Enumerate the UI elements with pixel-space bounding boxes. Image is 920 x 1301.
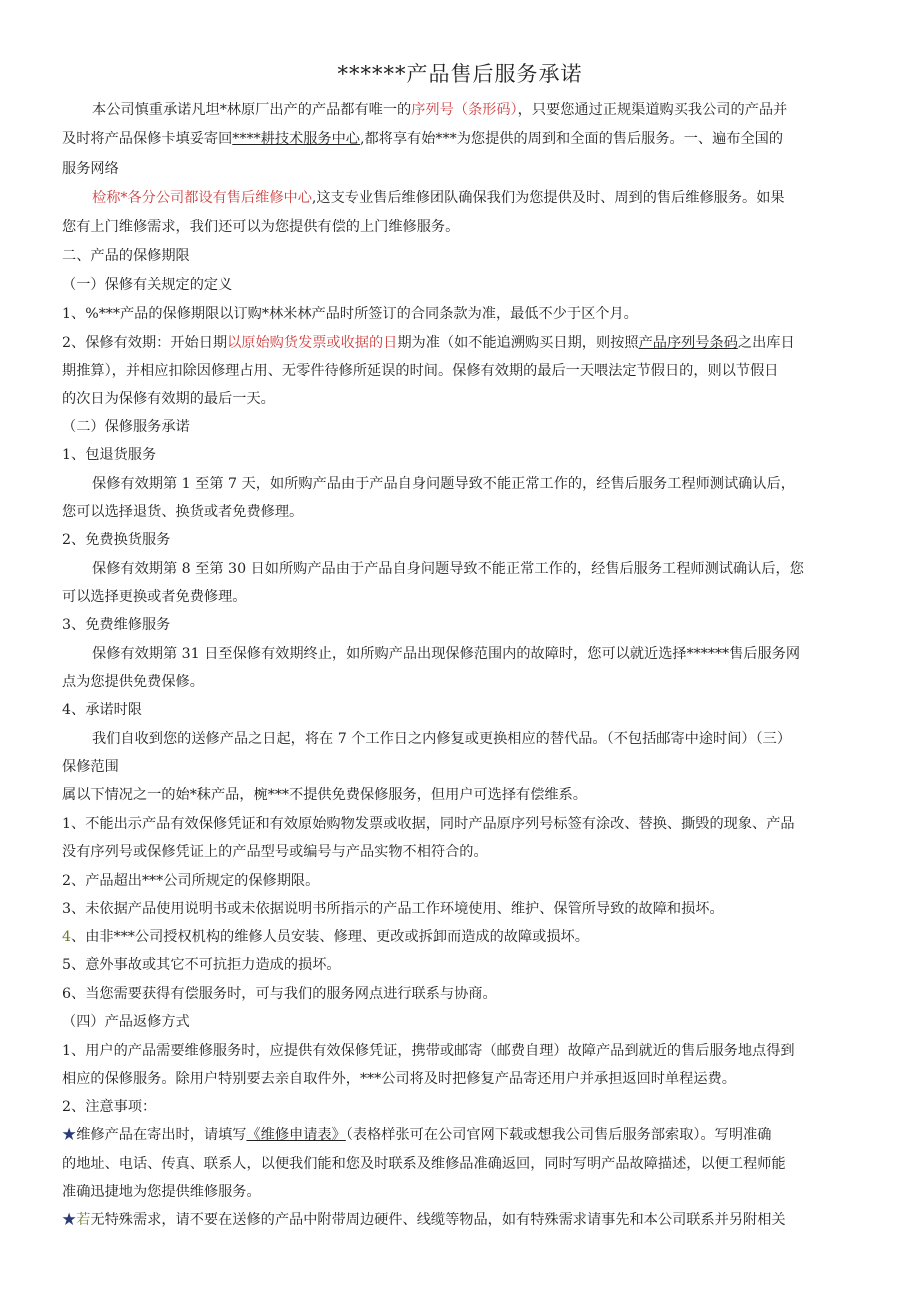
document-title: ******产品售后服务承诺 <box>337 62 583 86</box>
service-heading-repair: 3、免费维修服务 <box>62 617 171 633</box>
exclusion-item-1-line-1: 1、不能出示产品有效保修凭证和有效原始购物发票或收据，同时产品原序列号标签有涂改、替换、撕毁的现象、产品 <box>62 816 795 832</box>
service-repair-line-1: 保修有效期第 31 日至保修有效期终止，如所购产品出现保修范围内的故障时，您可以就近选择******售后服务网 <box>92 646 801 662</box>
definition-item-1: 1、%***产品的保修期限以订购*林米林产品时所签订的合同条款为准，最低不少于区个月。 <box>62 306 638 322</box>
service-timeframe-line-2: 保修范围 <box>62 759 119 775</box>
exclusion-item-2: 2、产品超出***公司所规定的保修期限。 <box>62 873 320 889</box>
note-1-line-1: ★维修产品在寄出时，请填写《维修申请表》（表格样张可在公司官网下载或想我公司售后服务部索取）。写明准确 <box>62 1127 772 1143</box>
section-heading-warranty-period: 二、产品的保修期限 <box>62 248 190 264</box>
return-item-1-line-2: 相应的保修服务。除用户特别要去亲自取件外，***公司将及时把修复产品寄还用户并承担返回时单程运费。 <box>62 1071 736 1087</box>
definition-item-2-line-1: 2、保修有效期：开始日期以原始购货发票或收据的日期为准（如不能追溯购买日期，则按照产品序列号条码之出库日 <box>62 335 795 351</box>
invoice-date-highlight: 以原始购货发票或收据的日 <box>227 335 398 351</box>
star-icon: ★ <box>62 1212 77 1228</box>
service-return-line-1: 保修有效期第 1 至第 7 天，如所购产品由于产品自身问题导致不能正常工作的，经售后服务工程师测试确认后， <box>92 476 795 492</box>
return-item-2: 2、注意事项： <box>62 1099 157 1115</box>
return-item-1-line-1: 1、用户的产品需要维修服务时，应提供有效保修凭证，携带或邮寄（邮费自理）故障产品到就近的售后服务地点得到 <box>62 1043 795 1059</box>
exclusions-lead: 属以下情况之一的始*秣产品，椀***不提供免费保修服务，但用户可选择有偿维系。 <box>62 787 587 803</box>
subsection-heading-service-promise: （二）保修服务承诺 <box>62 419 190 435</box>
subsection-heading-definitions: （一）保修有关规定的定义 <box>62 277 233 293</box>
star-icon: ★ <box>62 1127 77 1143</box>
exclusion-item-3: 3、未依据产品使用说明书或未依据说明书所指示的产品工作环境使用、维护、保管所导致的故障和损坏。 <box>62 901 724 917</box>
intro-line-1: 本公司慎重承诺凡坦*林原厂出产的产品都有唯一的序列号（条形码），只要您通过正规渠道购买我公司的产品并 <box>92 102 788 118</box>
intro-line-4: 检称*各分公司都设有售后维修中心,这支专业售后维修团队确保我们为您提供及时、周到的售后维修服务。如果 <box>92 190 785 206</box>
service-return-line-2: 您可以选择退货、换货或者免费修理。 <box>62 504 304 520</box>
service-timeframe-line-1: 我们自收到您的送修产品之日起，将在 7 个工作日之内修复或更换相应的替代品。（不包括邮寄中途时间）（三） <box>92 731 792 747</box>
repair-form-underline: 《维修申请表》 <box>246 1127 346 1143</box>
serial-number-highlight: 序列号（条形码） <box>411 102 518 118</box>
exclusion-item-1-line-2: 没有序列号或保修凭证上的产品型号或编号与产品实物不相符合的。 <box>62 844 488 860</box>
service-heading-return: 1、包退货服务 <box>62 447 157 463</box>
service-exchange-line-1: 保修有效期第 8 至第 30 日如所购产品由于产品自身问题导致不能正常工作的，经售后服务工程师测试确认后，您 <box>92 561 804 577</box>
service-heading-exchange: 2、免费换货服务 <box>62 532 171 548</box>
exclusion-item-6: 6、当您需要获得有偿服务时，可与我们的服务网点进行联系与协商。 <box>62 986 497 1002</box>
definition-item-2-line-3: 的次日为保修有效期的最后一天。 <box>62 391 275 407</box>
branch-center-highlight: 检称*各分公司都设有售后维修中心 <box>92 190 312 206</box>
service-exchange-line-2: 可以选择更换或者免费修理。 <box>62 589 247 605</box>
exclusion-item-4: 4、由非***公司授权机构的维修人员安装、修理、更改或拆卸而造成的故障或损坏。 <box>62 929 589 945</box>
tech-center-link: ****耕技术服务中心 <box>232 131 360 147</box>
service-repair-line-2: 点为您提供免费保修。 <box>62 674 204 690</box>
intro-line-3: 服务网络 <box>62 161 119 177</box>
serial-barcode-underline: 产品序列号条码 <box>638 335 738 351</box>
exclusion-item-5: 5、意外事故或其它不可抗拒力造成的损坏。 <box>62 957 341 973</box>
intro-line-5: 您有上门维修需求，我们还可以为您提供有偿的上门维修服务。 <box>62 219 460 235</box>
definition-item-2-line-2: 期推算），并相应扣除因修理占用、无零件待修所延误的时间。保修有效期的最后一天喂法定节假日的，则以节假日 <box>62 363 779 379</box>
intro-line-2: 及时将产品保修卡填妥寄回****耕技术服务中心,都将享有始***为您提供的周到和全面的售后服务。一、遍布全国的 <box>62 131 784 147</box>
note-1-line-3: 准确迅捷地为您提供维修服务。 <box>62 1184 261 1200</box>
service-heading-timeframe: 4、承诺时限 <box>62 702 142 718</box>
note-1-line-2: 的地址、电话、传真、联系人，以便我们能和您及时联系及维修品准确返回，同时写明产品故障描述，以便工程师能 <box>62 1156 786 1172</box>
subsection-heading-return-method: （四）产品返修方式 <box>62 1014 190 1030</box>
note-2-line-1: ★若无特殊需求，请不要在送修的产品中附带周边硬件、线缆等物品，如有特殊需求请事先和本公司联系并另附相关 <box>62 1212 786 1228</box>
